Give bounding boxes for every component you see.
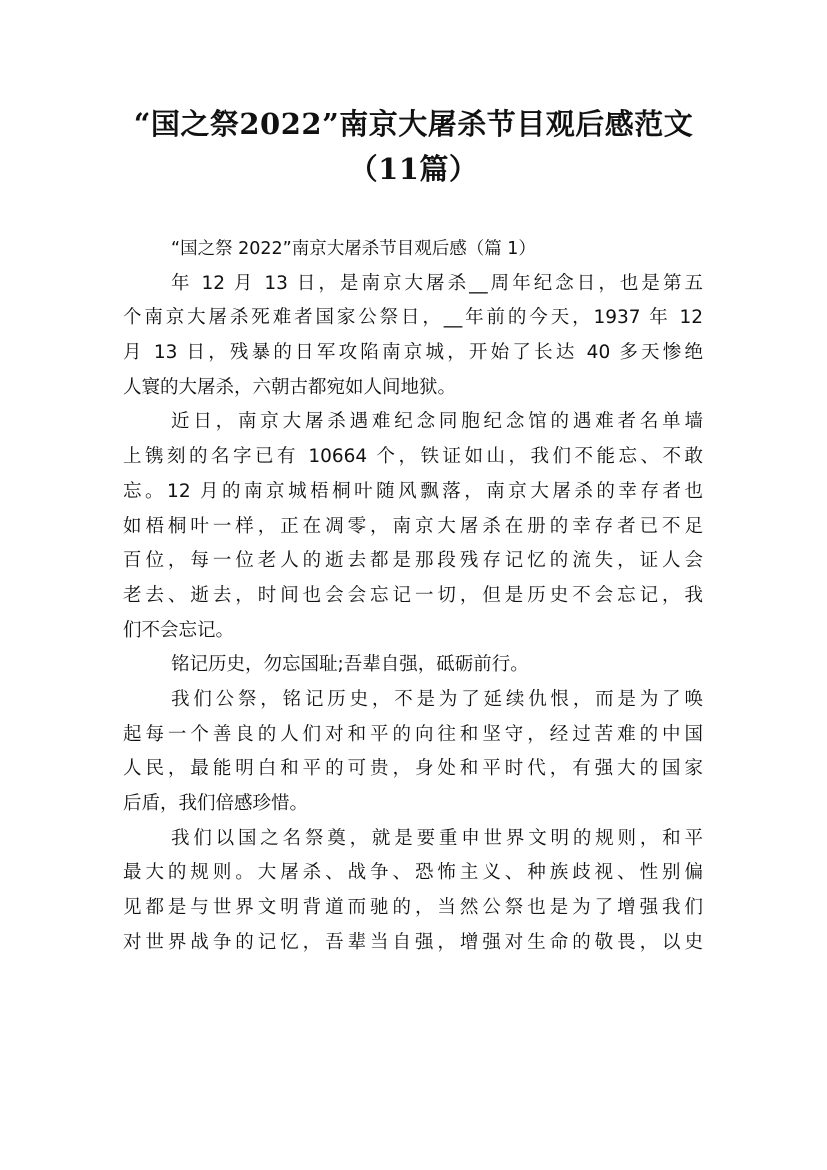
paragraph-line: 人民，最能明白和平的可贵，身处和平时代，有强大的国家 [123,758,703,780]
paragraph [123,405,703,648]
paragraph-line: 百位，每一位老人的逝去都是那段残存记忆的流失，证人会 [123,550,703,572]
paragraph-line: 后盾，我们倍感珍惜。 [123,793,309,814]
paragraph-line: 我们以国之名祭奠，就是要重申世界文明的规则，和平 [171,827,703,849]
paragraph-line: 对世界战争的记忆，吾辈当自强，增强对生命的敬畏，以史 [123,931,703,953]
paragraph-line: 最大的规则。大屠杀、战争、恐怖主义、种族歧视、性别偏 [123,862,703,884]
paragraph-line: 近日，南京大屠杀遇难纪念同胞纪念馆的遇难者名单墙 [171,411,703,433]
document-title-line-2: （11篇） [348,152,479,186]
section-heading: “国之祭 2022”南京大屠杀节目观后感（篇 1） [171,239,536,259]
paragraph-line: 人寰的大屠杀，六朝古都宛如人间地狱。 [123,376,457,398]
paragraph [123,683,703,822]
paragraph-line: 见都是与世界文明背道而驰的，当然公祭也是为了增强我们 [123,897,703,919]
paragraph-line: 铭记历史，勿忘国耻;吾辈自强，砥砺前行。 [171,654,529,676]
document-title-line-1: “国之祭2022”南京大屠杀节目观后感范文 [133,107,694,141]
paragraph-line: 年 12 月 13 日，是南京大屠杀__周年纪念日，也是第五 [171,272,703,294]
paragraph-line: 们不会忘记。 [123,619,235,641]
paragraph-line: 个南京大屠杀死难者国家公祭日，__年前的今天，1937 年 12 [123,307,703,329]
paragraph-line: 老去、逝去，时间也会会忘记一切，但是历史不会忘记，我 [123,584,703,606]
paragraph-line: 月 13 日，残暴的日军攻陷南京城，开始了长达 40 多天惨绝 [123,342,703,364]
paragraph-line: 起每一个善良的人们对和平的向往和坚守，经过苦难的中国 [123,723,703,745]
document-body [123,232,703,960]
paragraph [123,822,703,961]
paragraph [123,648,703,683]
paragraph-line: 我们公祭，铭记历史，不是为了延续仇恨，而是为了唤 [171,688,703,710]
paragraph [123,267,703,406]
paragraph-line: 上镌刻的名字已有 10664 个，铁证如山，我们不能忘、不敢 [123,446,703,468]
paragraph-line: 如梧桐叶一样，正在凋零，南京大屠杀在册的幸存者已不足 [123,515,703,537]
paragraph-line: 忘。12 月的南京城梧桐叶随风飘落，南京大屠杀的幸存者也 [123,480,703,502]
